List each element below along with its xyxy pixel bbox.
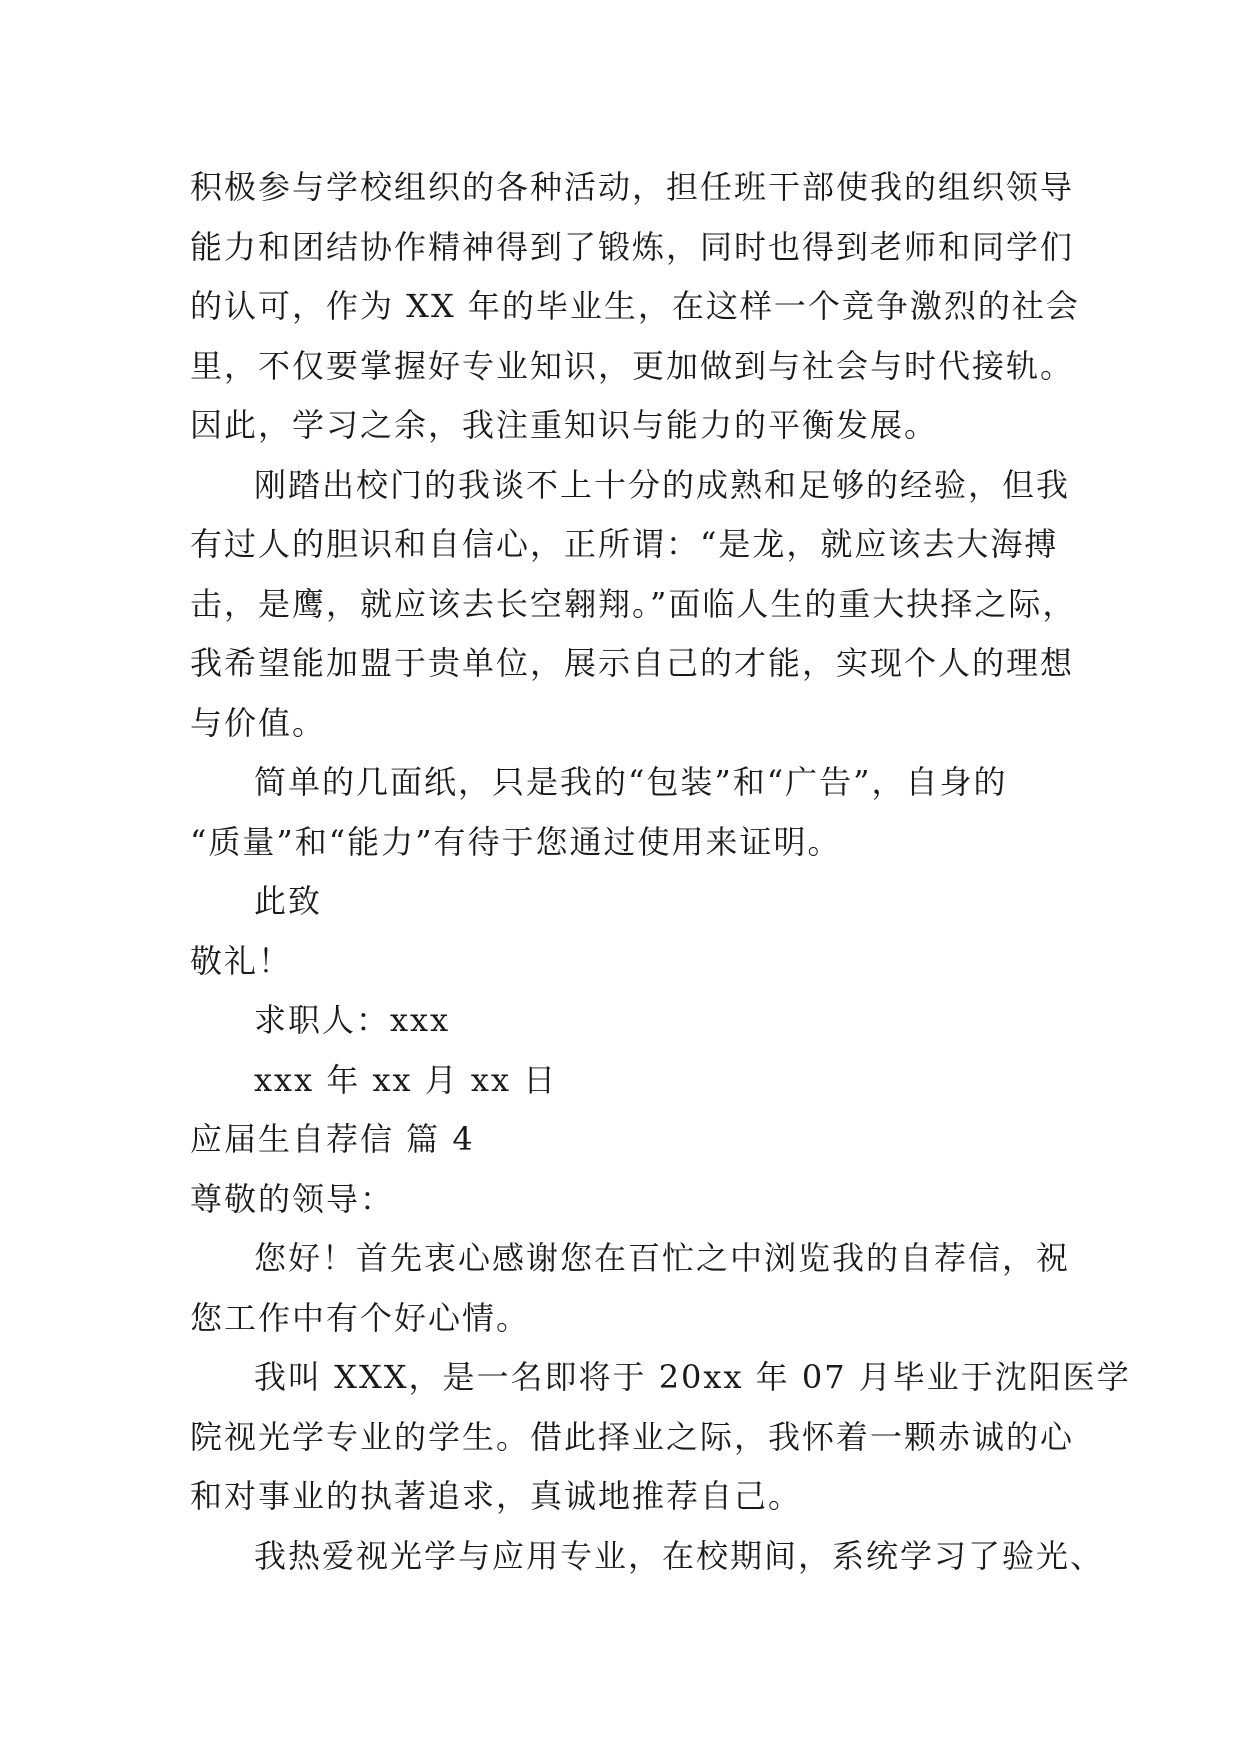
text-line: 的认可，作为 XX 年的毕业生，在这样一个竞争激烈的社会: [190, 287, 1080, 325]
text-line: 和对事业的执著追求，真诚地推荐自己。: [190, 1477, 803, 1515]
text-line: 能力和团结协作精神得到了锻炼，同时也得到老师和同学们: [190, 227, 1075, 266]
text-line: 与价值。: [190, 703, 327, 742]
letter-body: [190, 158, 1131, 1586]
text-line: 我热爱视光学与应用专业，在校期间，系统学习了验光、: [254, 1536, 1105, 1575]
text-line: 有过人的胆识和自信心，正所谓：“是龙，就应该去大海搏: [190, 525, 1059, 563]
text-line: 简单的几面纸，只是我的“包装”和“广告”，自身的: [254, 763, 1008, 801]
text-line: 敬礼！: [190, 941, 293, 980]
text-line: “质量”和“能力”有待于您通过使用来证明。: [190, 822, 842, 861]
text-line: 因此，学习之余，我注重知识与能力的平衡发展。: [190, 406, 939, 444]
text-line: 刚踏出校门的我谈不上十分的成熟和足够的经验，但我: [254, 465, 1071, 504]
text-line: 我希望能加盟于贵单位，展示自己的才能，实现个人的理想: [190, 644, 1075, 682]
text-line: 应届生自荐信 篇 4: [190, 1120, 475, 1158]
text-line: 求职人：xxx: [254, 1001, 451, 1039]
text-line: 积极参与学校组织的各种活动，担任班干部使我的组织领导: [190, 168, 1075, 206]
text-line: 您好！首先衷心感谢您在百忙之中浏览我的自荐信，祝: [254, 1239, 1071, 1277]
text-line: 击，是鹰，就应该去长空翱翔。”面临人生的重大抉择之际，: [190, 584, 1077, 623]
text-line: 此致: [254, 882, 323, 920]
text-line: 我叫 XXX，是一名即将于 20xx 年 07 月毕业于沈阳医学: [254, 1358, 1131, 1396]
text-line: 里，不仅要掌握好专业知识，更加做到与社会与时代接轨。: [190, 346, 1075, 385]
text-line: xxx 年 xx 月 xx 日: [254, 1060, 558, 1099]
text-line: 尊敬的领导：: [190, 1179, 395, 1218]
text-line: 您工作中有个好心情。: [190, 1298, 531, 1337]
text-line: 院视光学专业的学生。借此择业之际，我怀着一颗赤诚的心: [190, 1417, 1075, 1456]
